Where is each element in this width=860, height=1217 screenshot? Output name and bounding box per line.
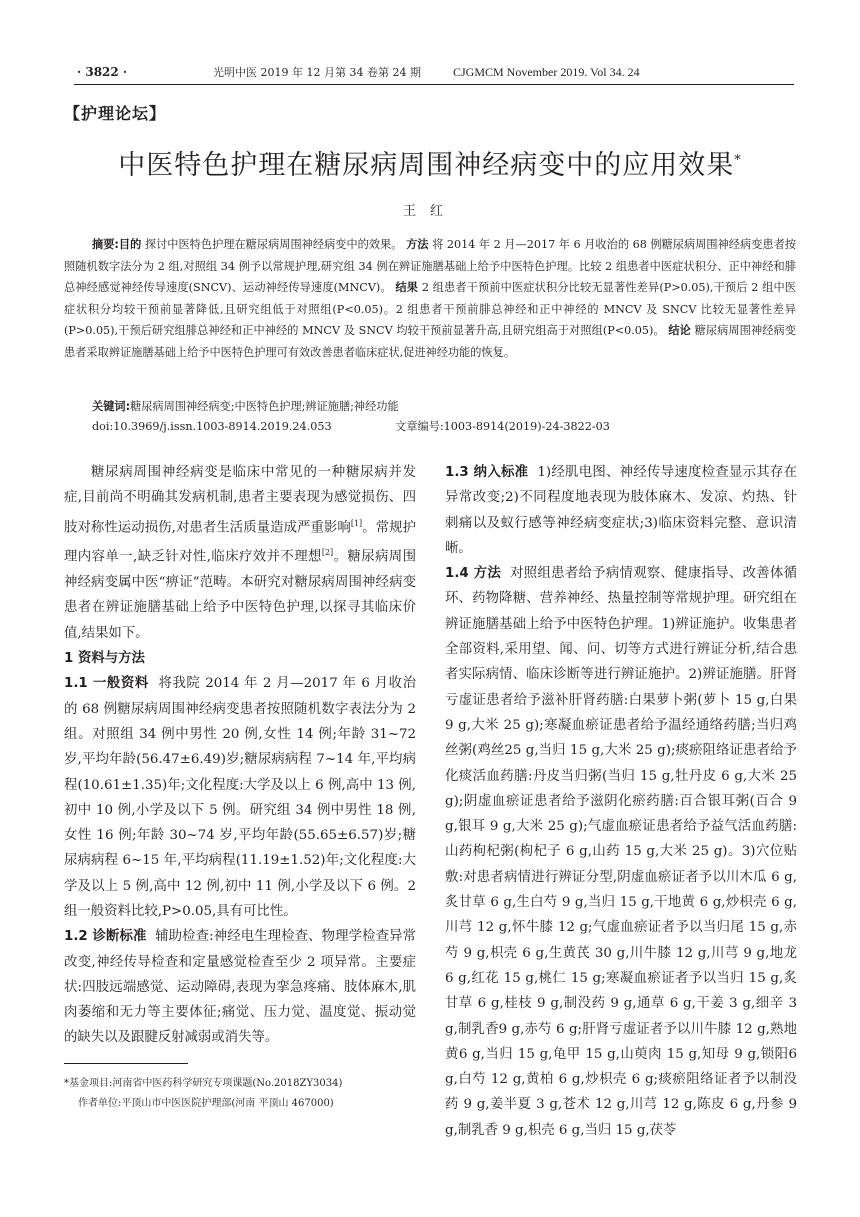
- article-title: [0, 143, 860, 182]
- reference-1[interactable]: [1]: [350, 518, 363, 528]
- footnote-divider: [64, 1063, 188, 1064]
- objective-label: 目的: [118, 238, 142, 251]
- header-divider: [74, 84, 794, 85]
- title-footnote-mark: *: [734, 153, 742, 168]
- text-1-3: 1)经肌电图、神经传导速度检查显示其存在异常改变;2)不同程度地表现为肢体麻木、发凉、灼热、针刺痛以及蚁行感等神经病变症状;3)临床资料完整、意识清晰。: [445, 465, 797, 556]
- methods-label: 方法: [406, 238, 429, 251]
- section-heading-materials-methods: 1 资料与方法: [64, 651, 145, 667]
- heading-1-1: 1.1 一般资料: [64, 676, 149, 692]
- article-number: 文章编号:1003-8914(2019)-24-3822-03: [395, 420, 610, 433]
- doi: doi:10.3969/j.issn.1003-8914.2019.24.053: [92, 420, 332, 433]
- methods-text: 将 2014 年 2 月—2017 年 6 月收治的 68 例糖尿病周围神经病变患者按照随机数字法分为 2 组,对照组 34 例予以常规护理,研究组 34 例在辨证施膳基础上给予中医特色护理。比较 2 组患者中医症状积分、正中神经和腓总神经感觉神经传导速度(SNCV)、运动神经传导速度(MNCV)。: [64, 238, 796, 294]
- footnote-affiliation: 作者单位:平顶山市中医医院护理部(河南 平顶山 467000): [78, 1098, 334, 1109]
- heading-1-4: 1.4 方法: [445, 566, 502, 582]
- body-column-left: [64, 460, 416, 1051]
- heading-1-2: 1.2 诊断标准: [64, 929, 147, 945]
- conclusion-text: 糖尿病周围神经病变患者采取辨证施膳基础上给予中医特色护理可有效改善患者临床症状,促进神经功能的恢复。: [64, 324, 796, 359]
- heading-1-3: 1.3 纳入标准: [445, 465, 529, 480]
- conclusion-label: 结论: [668, 324, 691, 337]
- section-1-1: [64, 671, 416, 924]
- footnote-fund: *基金项目:河南省中医药科学研究专项课题(No.2018ZY3034): [64, 1078, 343, 1089]
- text-1-1: 将我院 2014 年 2 月—2017 年 6 月收治的 68 例糖尿病周围神经病变患者按照随机数字表法分为 2 组。对照组 34 例中男性 20 例,女性 14 例;年龄 31~72 岁,平均年龄(56.47±6.49)岁;糖尿病病程 7~14 年,平均病程(10.61±1.35)年;文化程度:大学及以上 6 例,高中 13 例,初中 10 例,小学及以下 5 例。研究组 34 例中男性 18 例,女性 16 例;年龄 30~74 岁,平均年龄(55.65±6.57)岁;糖尿病病程 6~15 年,平均病程(11.19±1.52)年;文化程度:大学及以上 5 例,高中 12 例,初中 11 例,小学及以下 6 例。2 组一般资料比较,P>0.05,具有可比性。: [64, 676, 417, 919]
- text-1-4: 对照组患者给予病情观察、健康指导、改善体循环、药物降糖、营养神经、热量控制等常规护理。研究组在辨证施膳基础上给予中医特色护理。1)辨证施护。收集患者全部资料,采用望、闻、问、切等方式进行辨证分析,结合患者实际病情、临床诊断等进行辨证施护。2)辨证施膳。肝肾亏虚证患者给予滋补肝肾药膳:白果萝卜粥(萝卜 15 g,白果 9 g,大米 25 g);寒凝血瘀证患者给予温经通络药膳;当归鸡丝粥(鸡丝25 g,当归 15 g,大米 25 g);痰瘀阻络证患者给予化痰活血药膳:丹皮当归粥(当归 15 g,牡丹皮 6 g,大米 25 g);阴虚血瘀证患者给予滋阴化瘀药膳:百合银耳粥(百合 9 g,银耳 9 g,大米 25 g);气虚血瘀证患者给予益气活血药膳:山药枸杞粥(枸杞子 6 g,山药 15 g,大米 25 g)。3)穴位贴敷:对患者病情进行辨证分型,阴虚血瘀证者予以川木瓜 6 g,炙甘草 6 g,生白芍 9 g,当归 15 g,干地黄 6 g,炒枳壳 6 g,川芎 12 g,怀牛膝 12 g;气虚血瘀证者予以当归尾 15 g,赤芍 9 g,枳壳 6 g,生黄芪 30 g,川牛膝 12 g,川芎 9 g,地龙 6 g,红花 15 g,桃仁 15 g;寒凝血瘀证者予以当归 15 g,炙甘草 6 g,桂枝 9 g,制没药 9 g,通草 6 g,干姜 3 g,细辛 3 g,制乳香9 g,赤芍 6 g;肝肾亏虚证者予以川牛膝 12 g,熟地黄6 g,当归 15 g,龟甲 15 g,山萸肉 15 g,知母 9 g,锁阳6 g,白芍 12 g,黄柏 6 g,炒枳壳 6 g;痰瘀阻络证者予以制没药 9 g,姜半夏 3 g,苍术 12 g,川芎 12 g,陈皮 6 g,丹参 9 g,制乳香 9 g,枳壳 6 g,当归 15 g,茯苓: [445, 566, 798, 1138]
- intro-text-1: 糖尿病周围神经病变是临床中常见的一种糖尿病并发症,目前尚不明确其发病机制,患者主要表现为感觉损伤、四肢对称性运动损伤,对患者生活质量造成严重影响: [64, 465, 416, 536]
- section-tag: 【护理论坛】: [64, 104, 167, 123]
- objective-text: 探讨中医特色护理在糖尿病周围神经病变中的效果。: [144, 238, 403, 251]
- article-title-text: 中医特色护理在糖尿病周围神经病变中的应用效果: [118, 150, 735, 181]
- results-label: 结果: [395, 281, 419, 294]
- keywords-label: 关键词:: [92, 400, 131, 413]
- results-text: 2 组患者干预前中医症状积分比较无显著性差异(P>0.05),干预后 2 组中医症状积分均较干预前显著降低,且研究组低于对照组(P<0.05)。2 组患者干预前腓总神经和正中神经的 MNCV 及 SNCV 比较无显著性差异(P>0.05),干预后研究组腓总神经和正中神经的 MNCV 及 SNCV 均较干预前显著升高,且研究组高于对照组(P<0.05)。: [64, 281, 796, 337]
- running-header: [77, 62, 792, 82]
- abstract: [64, 234, 796, 363]
- intro-paragraph: [64, 460, 416, 646]
- journal-issue-cn: 光明中医 2019 年 12 月第 34 卷第 24 期: [213, 66, 421, 79]
- intro-text-2: 。常规护理内容单一,缺乏针对性,临床疗效并不理想: [64, 520, 416, 565]
- section-1-2: [64, 924, 416, 1050]
- page-number: · 3822 ·: [77, 65, 128, 79]
- journal-issue-en: CJGMCM November 2019. Vol 34. 24: [453, 64, 640, 79]
- body-column-right: [445, 460, 797, 1143]
- keywords: [92, 398, 792, 414]
- intro-text-3: 。糖尿病周围神经病变属中医“痹证”范畴。本研究对糖尿病周围神经病变患者在辨证施膳基础上给予中医特色护理,以探寻其临床价值,结果如下。: [64, 549, 416, 641]
- author-name: 王红: [402, 204, 457, 219]
- keywords-text: 糖尿病周围神经病变;中医特色护理;辨证施膳;神经功能: [130, 400, 399, 413]
- reference-2[interactable]: [2]: [321, 548, 334, 558]
- abstract-label: 摘要:: [92, 238, 119, 251]
- section-1-3: [445, 460, 797, 561]
- doi-line: [92, 418, 792, 434]
- text-1-2: 辅助检查:神经电生理检查、物理学检查异常改变,神经传导检查和定量感觉检查至少 2 项异常。主要症状:四肢远端感觉、运动障碍,表现为挛急疼痛、肢体麻木,肌肉萎缩和无力等主要体征;痛觉、压力觉、温度觉、振动觉的缺失以及跟腱反射减弱或消失等。: [64, 929, 416, 1046]
- section-1-4: [445, 561, 797, 1143]
